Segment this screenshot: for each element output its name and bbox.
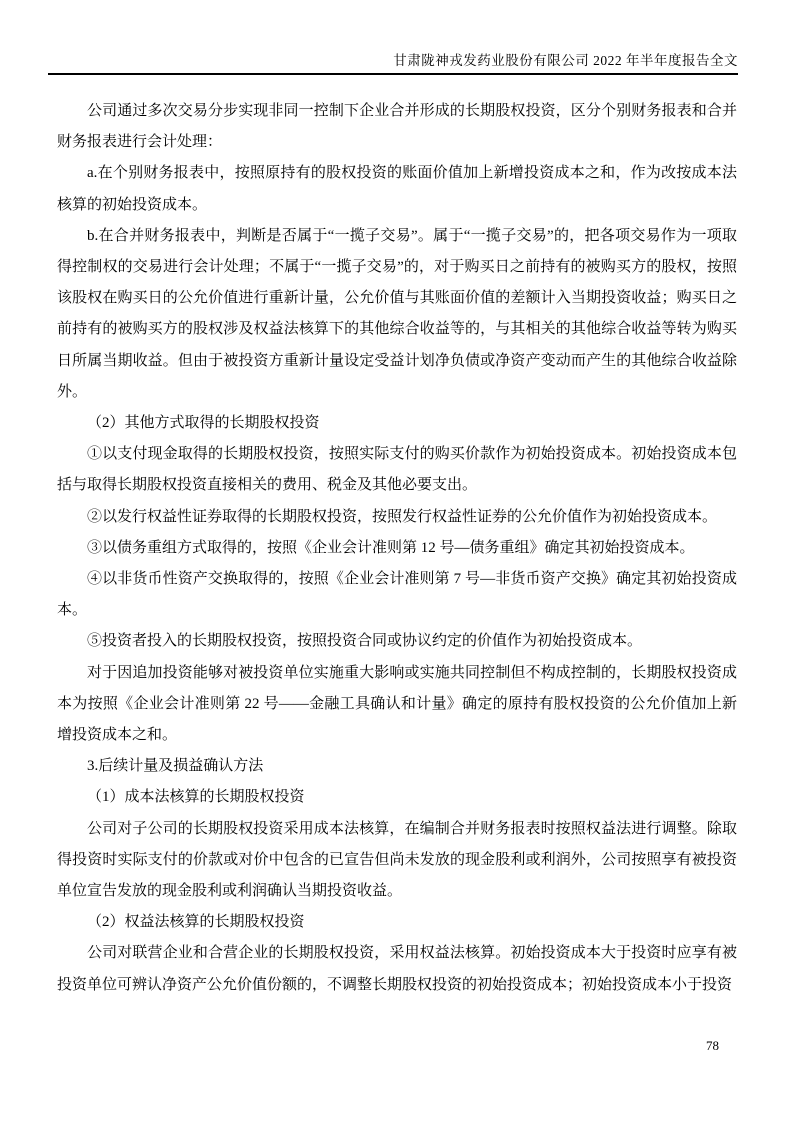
paragraph: ④以非货币性资产交换取得的，按照《企业会计准则第 7 号—非货币资产交换》确定其初始投资成本。	[57, 571, 737, 619]
paragraph: 公司对联营企业和合营企业的长期股权投资，采用权益法核算。初始投资成本大于投资时应享有被投资单位可辨认净资产公允价值份额的，不调整长期股权投资的初始投资成本；初始投资成本小于投资	[57, 945, 737, 993]
paragraph: ③以债务重组方式取得的，按照《企业会计准则第 12 号—债务重组》确定其初始投资成本。	[87, 539, 695, 556]
paragraph: 对于因追加投资能够对被投资单位实施重大影响或实施共同控制但不构成控制的，长期股权投资成本为按照《企业会计准则第 22 号——金融工具确认和计量》确定的原持有股权投资的公允价值加上新增投资成本之和。	[57, 664, 737, 744]
paragraph: 公司对子公司的长期股权投资采用成本法核算，在编制合并财务报表时按照权益法进行调整。除取得投资时实际支付的价款或对价中包含的已宣告但尚未发放的现金股利或利润外，公司按照享有被投资单位宣告发放的现金股利或利润确认当期投资收益。	[57, 820, 737, 900]
paragraph: ⑤投资者投入的长期股权投资，按照投资合同或协议约定的价值作为初始投资成本。	[87, 633, 643, 650]
paragraph: （1）成本法核算的长期股权投资	[87, 789, 305, 806]
page-number: 78	[706, 1038, 719, 1053]
paragraph: 公司通过多次交易分步实现非同一控制下企业合并形成的长期股权投资，区分个别财务报表和合并财务报表进行会计处理：	[57, 103, 737, 151]
paragraph: （2）其他方式取得的长期股权投资	[87, 415, 320, 432]
page-header-title: 甘肃陇神戎发药业股份有限公司 2022 年半年度报告全文	[393, 53, 738, 68]
paragraph: a.在个别财务报表中，按照原持有的股权投资的账面价值加上新增投资成本之和，作为改按成本法核算的初始投资成本。	[57, 165, 737, 213]
document-body	[57, 96, 737, 1001]
paragraph: ①以支付现金取得的长期股权投资，按照实际支付的购买价款作为初始投资成本。初始投资成本包括与取得长期股权投资直接相关的费用、税金及其他必要支出。	[57, 446, 737, 494]
paragraph: 3.后续计量及损益确认方法	[87, 758, 264, 775]
page-header	[48, 52, 738, 75]
paragraph: b.在合并财务报表中，判断是否属于“一揽子交易”。属于“一揽子交易”的，把各项交易作为一项取得控制权的交易进行会计处理；不属于“一揽子交易”的，对于购买日之前持有的被购买方的股权，按照该股权在购买日的公允价值进行重新计量，公允价值与其账面价值的差额计入当期投资收益；购买日之前持有的被购买方的股权涉及权益法核算下的其他综合收益等的，与其相关的其他综合收益等转为购买日所属当期收益。但由于被投资方重新计量设定受益计划净负债或净资产变动而产生的其他综合收益除外。	[57, 227, 737, 400]
paragraph: （2）权益法核算的长期股权投资	[87, 914, 305, 931]
paragraph: ②以发行权益性证券取得的长期股权投资，按照发行权益性证券的公允价值作为初始投资成本。	[87, 508, 718, 525]
